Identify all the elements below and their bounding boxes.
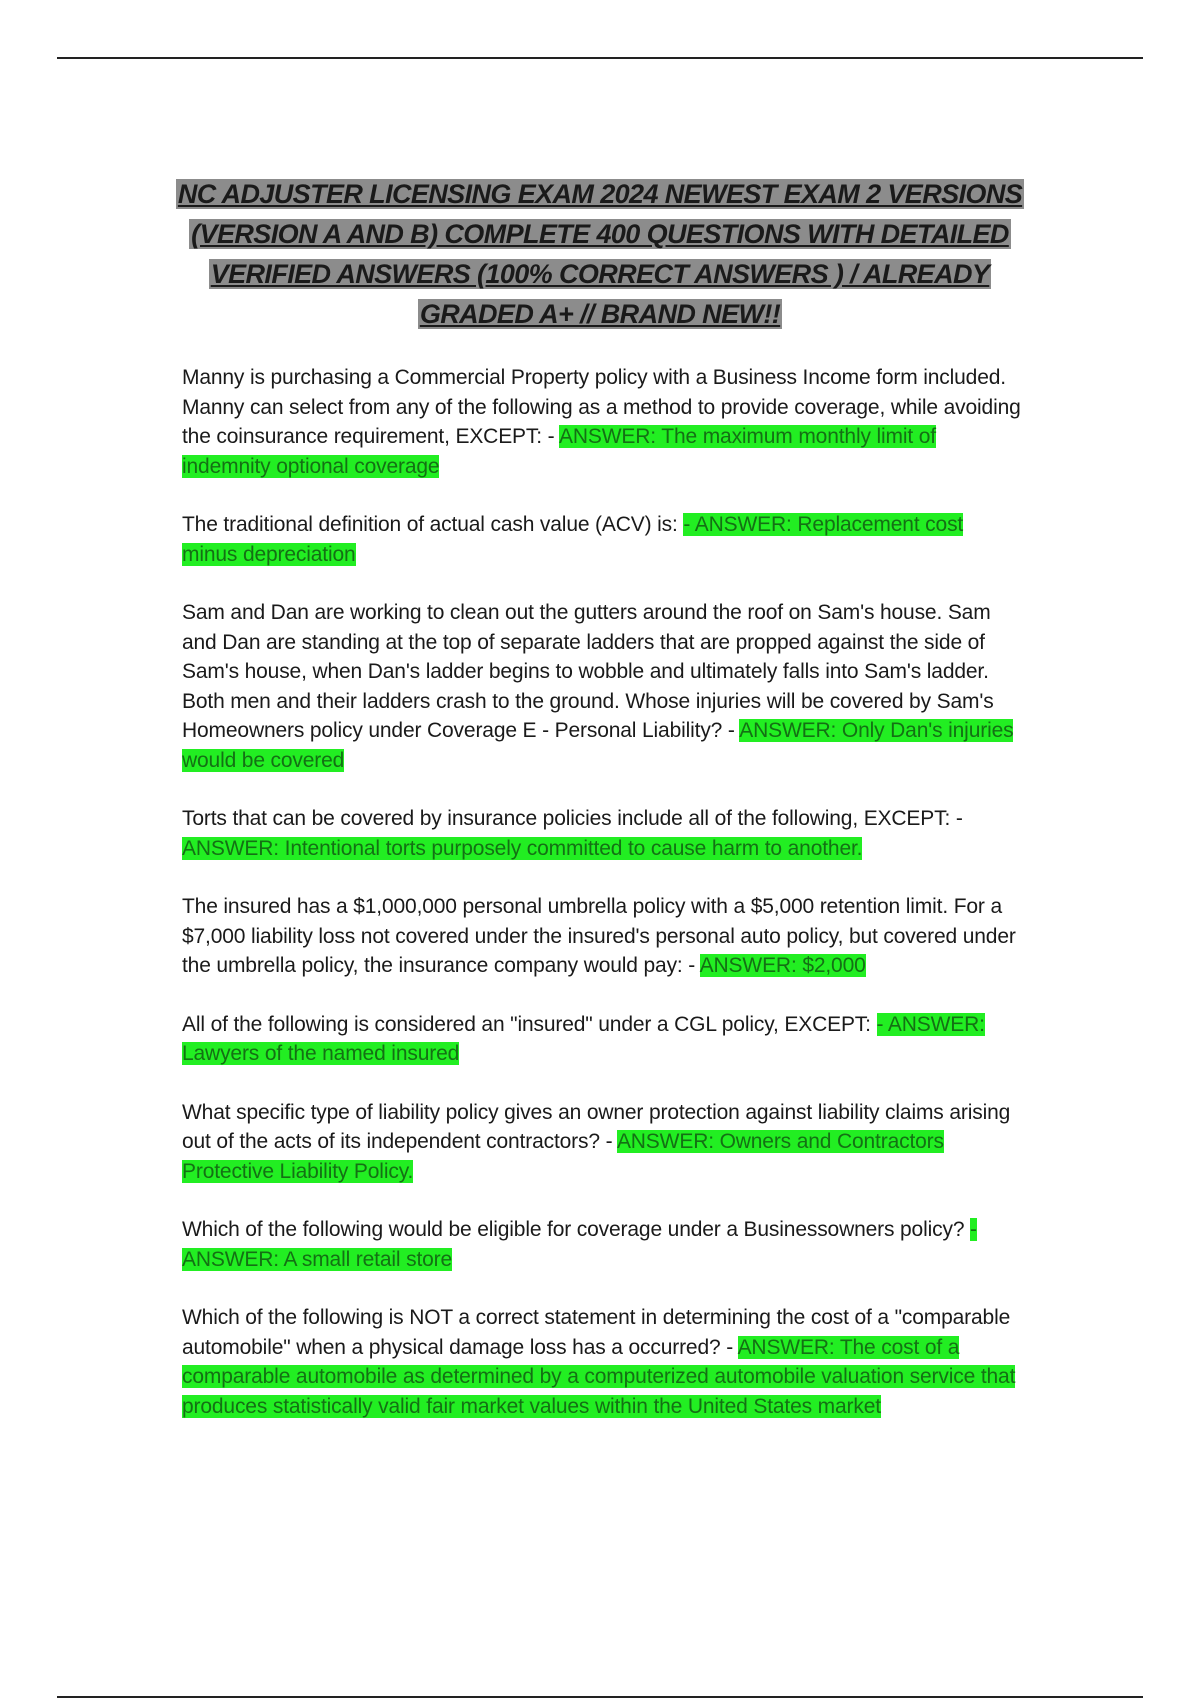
qa-item-6 bbox=[182, 1010, 1022, 1069]
qa-item-7 bbox=[182, 1098, 1022, 1187]
document-title-text: NC ADJUSTER LICENSING EXAM 2024 NEWEST EXAM 2 VERSIONS (VERSION A AND B) COMPLETE 400 QUESTIONS WITH DETAILED VERIFIED ANSWERS (100% CORRECT ANSWERS ) / ALREADY GRADED A+ // BRAND NEW!! bbox=[177, 179, 1023, 329]
question-text: Which of the following is NOT a correct statement in determining the cost of a "comparable automobile" when a physical damage loss has a occurred? - bbox=[182, 1306, 1011, 1359]
question-text: Which of the following would be eligible for coverage under a Businessowners policy? bbox=[182, 1218, 971, 1241]
qa-item-3 bbox=[182, 598, 1022, 775]
question-text: The insured has a $1,000,000 personal umbrella policy with a $5,000 retention limit. For a $7,000 liability loss not covered under the insured's personal auto policy, but covered under the umbrella policy, the insurance company would pay: - bbox=[182, 895, 1016, 977]
question-text: What specific type of liability policy gives an owner protection against liability claims arising out of the acts of its independent contractors? - bbox=[182, 1100, 1011, 1153]
qa-item-8 bbox=[182, 1215, 1022, 1274]
answer-text: ANSWER: Only Dan's injuries would be covered bbox=[182, 719, 1014, 772]
qa-list bbox=[182, 363, 1022, 1450]
answer-text: - ANSWER: Lawyers of the named insured bbox=[182, 1012, 985, 1065]
answer-text: ANSWER: The cost of a comparable automobile as determined by a computerized automobile valuation service that produces statistically valid fair market values within the United States market bbox=[182, 1335, 1016, 1418]
qa-item-4 bbox=[182, 804, 1022, 863]
question-text: Sam and Dan are working to clean out the gutters around the roof on Sam's house. Sam and Dan are standing at the top of separate ladders that are propped against the side of Sam's house, when Dan's ladder begins to wobble and ultimately falls into Sam's ladder. Both men and their ladders crash to the ground. Whose injuries will be covered by Sam's Homeowners policy under Coverage E - Personal Liability? - bbox=[182, 601, 994, 742]
qa-item-5 bbox=[182, 892, 1022, 981]
answer-text: - ANSWER: A small retail store bbox=[182, 1218, 977, 1271]
answer-text: - ANSWER: Replacement cost minus depreciation bbox=[182, 513, 964, 566]
qa-item-2 bbox=[182, 510, 1022, 569]
document-title bbox=[150, 174, 1050, 334]
header-rule bbox=[57, 57, 1143, 59]
title-block bbox=[150, 174, 1050, 334]
answer-text: ANSWER: Intentional torts purposely committed to cause harm to another. bbox=[182, 836, 863, 860]
question-text: Torts that can be covered by insurance policies include all of the following, EXCEPT: - bbox=[182, 807, 963, 830]
question-text: The traditional definition of actual cash value (ACV) is: bbox=[182, 513, 684, 536]
question-text: All of the following is considered an "insured" under a CGL policy, EXCEPT: bbox=[182, 1012, 877, 1036]
question-text: Manny is purchasing a Commercial Property policy with a Business Income form included. Manny can select from any of the following as a method to provide coverage, while avoiding the coinsurance requirement, EXCEPT: - bbox=[182, 366, 1021, 448]
answer-text: ANSWER: The maximum monthly limit of indemnity optional coverage bbox=[182, 425, 936, 478]
answer-text: ANSWER: Owners and Contractors Protective Liability Policy. bbox=[182, 1130, 944, 1183]
qa-item-9 bbox=[182, 1303, 1022, 1421]
qa-item-1 bbox=[182, 363, 1022, 481]
footer-rule bbox=[57, 1696, 1143, 1698]
answer-text: ANSWER: $2,000 bbox=[699, 954, 866, 977]
